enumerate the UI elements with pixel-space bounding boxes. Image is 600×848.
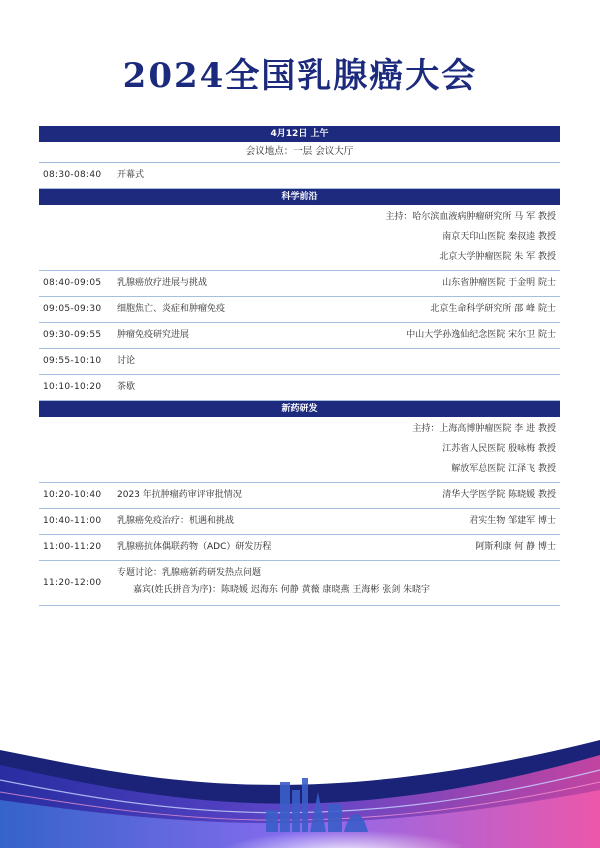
- time-cell: 10:20-10:40: [43, 490, 102, 500]
- table-row: [39, 561, 560, 606]
- section-bar-drug: 新药研发: [39, 401, 560, 417]
- hosts-block: [39, 417, 560, 483]
- time-cell: 09:55-10:10: [43, 356, 102, 366]
- host-line: 主持：哈尔滨血液病肿瘤研究所 马 军 教授: [385, 212, 556, 222]
- table-row: [39, 349, 560, 375]
- topic-cell: 2023 年抗肿瘤药审评审批情况: [117, 490, 242, 500]
- time-cell: 10:10-10:20: [43, 382, 102, 392]
- topic-cell: 专题讨论：乳腺癌新药研发热点问题: [117, 568, 262, 578]
- speaker-cell: 清华大学医学院 陈晓媛 教授: [442, 490, 556, 500]
- page-title: 2024全国乳腺癌大会: [122, 56, 478, 96]
- speaker-cell: 君实生物 邹建军 博士: [469, 516, 556, 526]
- speaker-cell: 中山大学孙逸仙纪念医院 宋尔卫 院士: [406, 330, 556, 340]
- topic-cell: 细胞焦亡、炎症和肿瘤免疫: [117, 304, 226, 314]
- topic-cell: 乳腺癌抗体偶联药物（ADC）研发历程: [117, 542, 272, 552]
- topic-cell: 茶歇: [117, 382, 136, 392]
- topic-cell: 乳腺癌免疫治疗：机遇和挑战: [117, 516, 235, 526]
- host-line: 江苏省人民医院 殷咏梅 教授: [442, 444, 556, 454]
- section-bar-science: 科学前沿: [39, 189, 560, 205]
- schedule-table: [39, 126, 560, 606]
- topic-cell: 讨论: [117, 356, 136, 366]
- host-line: 南京天印山医院 秦叔逵 教授: [442, 232, 556, 242]
- topic-cell: 肿瘤免疫研究进展: [117, 330, 190, 340]
- venue: 会议地点：一层 会议大厅: [39, 142, 560, 163]
- guests-list: 嘉宾(姓氏拼音为序)：陈晓媛 迟海东 何静 黄薇 康晓燕 王海彬 张剑 朱晓宇: [133, 585, 431, 595]
- time-cell: 11:00-11:20: [43, 542, 102, 552]
- speaker-cell: 阿斯利康 何 静 博士: [475, 542, 556, 552]
- time-cell: 09:30-09:55: [43, 330, 102, 340]
- table-row: [39, 509, 560, 535]
- time-cell: 10:40-11:00: [43, 516, 102, 526]
- table-row: [39, 323, 560, 349]
- table-row: [39, 375, 560, 401]
- host-line: 主持：上海高博肿瘤医院 李 进 教授: [412, 424, 556, 434]
- date-bar: 4月12日 上午: [39, 126, 560, 142]
- table-row: [39, 535, 560, 561]
- host-line: 解放军总医院 江泽飞 教授: [451, 464, 556, 474]
- table-row: [39, 483, 560, 509]
- speaker-cell: 北京生命科学研究所 邵 峰 院士: [430, 304, 556, 314]
- host-line: 北京大学肿瘤医院 朱 军 教授: [439, 252, 556, 262]
- time-cell: 08:30-08:40: [43, 170, 102, 180]
- time-cell: 08:40-09:05: [43, 278, 102, 288]
- table-row: [39, 297, 560, 323]
- topic-cell: 乳腺癌放疗进展与挑战: [117, 278, 208, 288]
- time-cell: 11:20-12:00: [43, 578, 102, 588]
- topic-cell: 开幕式: [117, 170, 145, 180]
- table-row: [39, 271, 560, 297]
- speaker-cell: 山东省肿瘤医院 于金明 院士: [442, 278, 556, 288]
- footer-decoration: [0, 720, 600, 848]
- hosts-block: [39, 205, 560, 271]
- table-row: [39, 163, 560, 189]
- time-cell: 09:05-09:30: [43, 304, 102, 314]
